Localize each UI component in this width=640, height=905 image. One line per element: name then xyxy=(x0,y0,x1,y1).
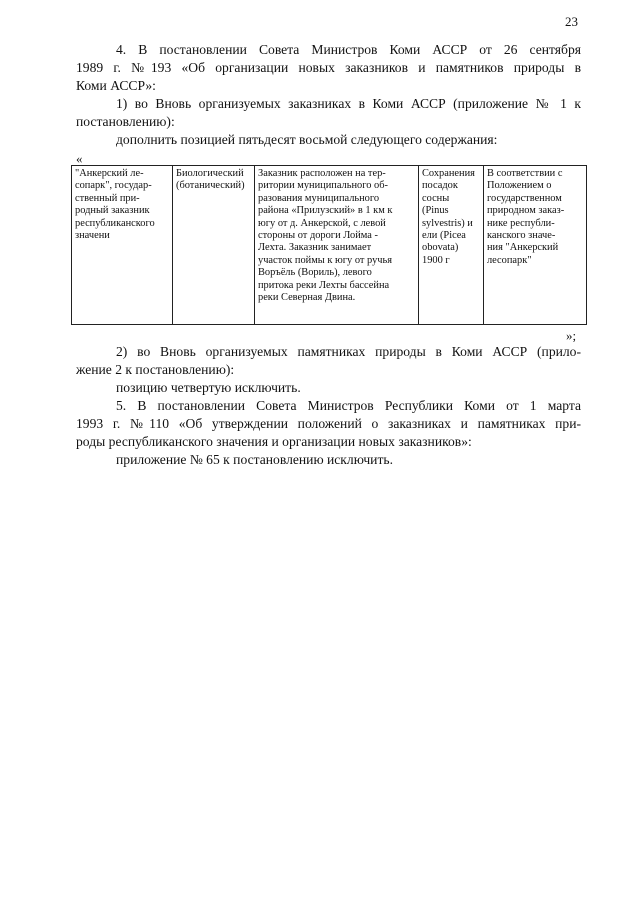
para4-line2: 1989 г. №193 «Об организации новых заказников и памятников природы в xyxy=(76,60,581,75)
cell-line: республиканского xyxy=(75,217,155,229)
cell-location xyxy=(255,166,419,325)
quote-close: »; xyxy=(566,328,577,343)
cell-line: канского значе- xyxy=(487,230,556,242)
cell-line: югу от д. Анкерской, с левой xyxy=(258,217,386,229)
cell-line: sylvestris) и xyxy=(422,217,473,229)
para5-line1: 5. В постановлении Совета Министров Республики Коми от 1 марта xyxy=(116,398,581,413)
para4-line1: 4. В постановлении Совета Министров Коми АССР от 26 сентября xyxy=(116,42,581,57)
cell-line: сосны xyxy=(422,192,450,204)
cell-line: (Pinus xyxy=(422,205,449,217)
cell-line: В соответствии с xyxy=(487,168,563,179)
cell-line: ственный при- xyxy=(75,192,140,204)
cell-line: ели (Picea xyxy=(422,230,466,242)
cell-lines xyxy=(422,168,480,267)
cell-lines xyxy=(75,168,169,242)
cell-line: притока реки Лехты бассейна xyxy=(258,279,390,291)
cell-line: реки Северная Двина. xyxy=(258,292,356,304)
cell-line: obovata) xyxy=(422,242,459,254)
sub1-line1: 1) во Вновь организуемых заказниках в Коми АССР (приложение № 1 к xyxy=(116,96,581,111)
cell-line: Воръёль (Вориль), левого xyxy=(258,267,372,279)
cell-line: Сохранения xyxy=(422,168,475,179)
exclude-line: позицию четвертую исключить. xyxy=(116,380,301,395)
cell-line: Биологический xyxy=(176,168,244,179)
cell-line: ния "Анкерский xyxy=(487,242,559,254)
add-position-line: дополнить позицией пятьдесят восьмой следующего содержания: xyxy=(116,132,498,147)
table-row xyxy=(72,166,587,325)
sub1-line2: постановлению): xyxy=(76,114,175,129)
cell-line: посадок xyxy=(422,180,458,192)
cell-line: значени xyxy=(75,230,110,242)
cell-line: разования муниципального xyxy=(258,192,380,204)
final-line: приложение № 65 к постановлению исключить. xyxy=(116,452,393,467)
quote-open: « xyxy=(76,151,83,166)
cell-line: природном заказ- xyxy=(487,205,565,217)
sub2-line1: 2) во Вновь организуемых памятниках природы в Коми АССР (прило- xyxy=(116,344,581,359)
cell-name xyxy=(72,166,173,325)
cell-lines xyxy=(258,168,415,304)
cell-line: "Анкерский ле- xyxy=(75,168,144,179)
cell-line: государственном xyxy=(487,192,562,204)
cell-line: 1900 г xyxy=(422,254,450,266)
cell-line: (ботанический) xyxy=(176,180,245,192)
cell-purpose xyxy=(419,166,484,325)
cell-line: родный заказник xyxy=(75,205,150,217)
cell-line: участок поймы к югу от ручья xyxy=(258,254,393,266)
para5-line3: роды республиканского значения и организации новых заказников»: xyxy=(76,434,472,449)
cell-regime xyxy=(484,166,587,325)
page-number: 23 xyxy=(565,14,578,29)
reserve-table xyxy=(71,165,587,325)
cell-line: Лехта. Заказник занимает xyxy=(258,242,372,254)
cell-lines xyxy=(176,168,251,193)
cell-line: нике республи- xyxy=(487,217,555,229)
cell-line: района «Прилузский» в 1 км к xyxy=(258,205,393,217)
cell-profile xyxy=(173,166,255,325)
para4-line3: Коми АССР»: xyxy=(76,78,156,93)
cell-line: сопарк", государ- xyxy=(75,180,152,192)
cell-line: ритории муниципального об- xyxy=(258,180,388,192)
cell-line: лесопарк" xyxy=(487,254,532,266)
sub2-line2: жение 2 к постановлению): xyxy=(76,362,235,377)
cell-lines xyxy=(487,168,583,267)
cell-line: стороны от дороги Лойма - xyxy=(258,230,378,242)
cell-line: Положением о xyxy=(487,180,552,192)
cell-line: Заказник расположен на тер- xyxy=(258,168,386,179)
para5-line2: 1993 г. №110 «Об утверждении положений о заказниках и памятниках при- xyxy=(76,416,581,431)
